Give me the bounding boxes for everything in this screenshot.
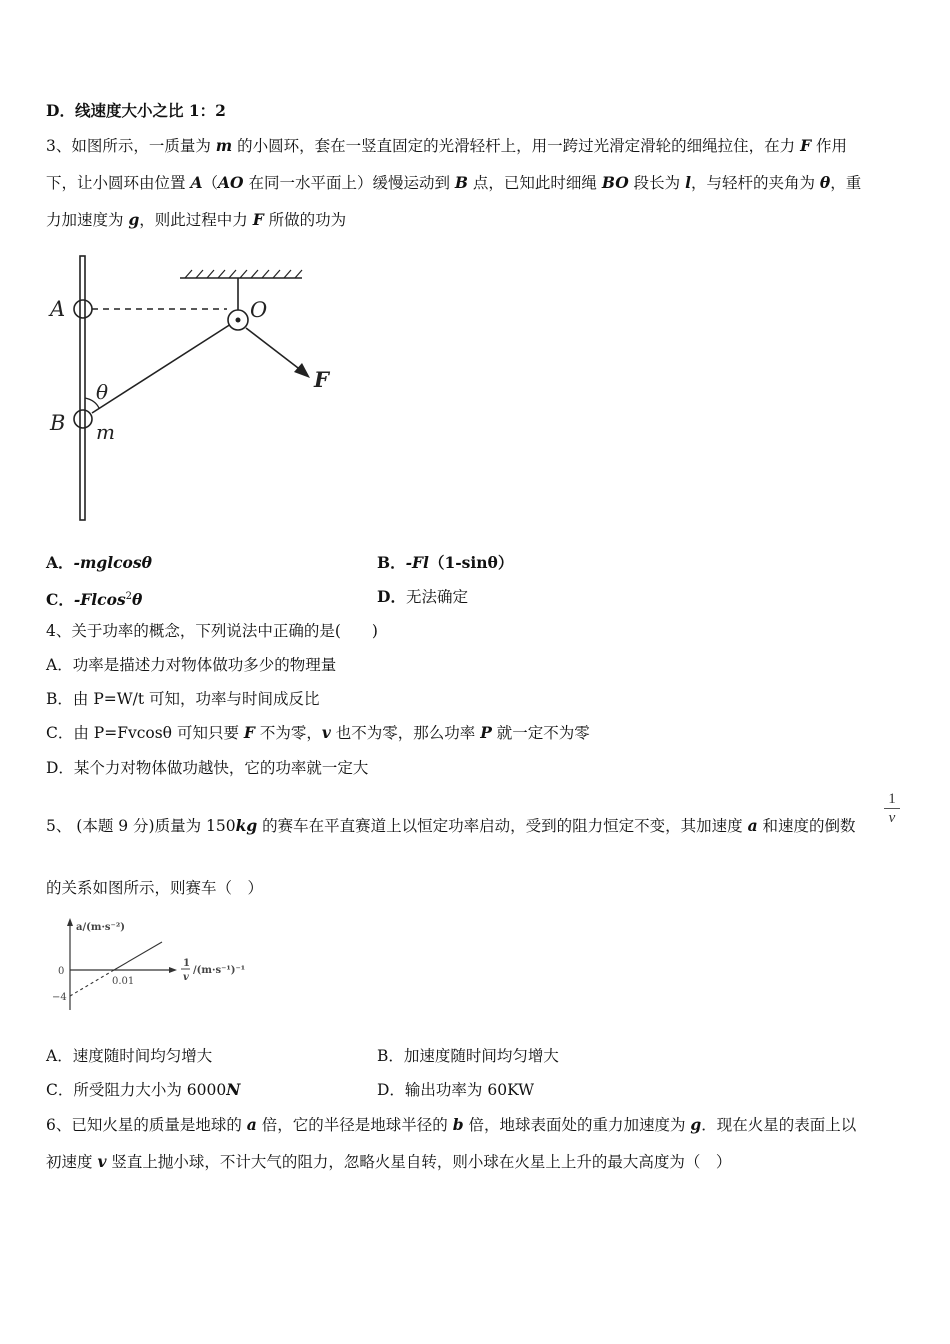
tick-neg-four: −4 [52, 992, 67, 1003]
tick-x-0.01: 0.01 [112, 976, 135, 987]
q6-stem-line-2: 初速度 v 竖直上抛小球，不计大气的阻力，忽略火星自转，则小球在火星上上升的最大高度为（ ） [46, 1152, 732, 1171]
q4-option-a: A．功率是描述力对物体做功多少的物理量 [46, 656, 337, 674]
x-axis-label-num: 1 [183, 958, 190, 969]
rope-OF [246, 328, 302, 371]
rope-BO [92, 324, 231, 413]
q5-stem-line-2: 的关系如图所示，则赛车（ ） [46, 879, 264, 897]
q4-option-b: B．由 P=W/t 可知，功率与时间成反比 [46, 690, 320, 708]
q5-option-d: D．输出功率为 60KW [377, 1081, 535, 1099]
q3-figure [40, 250, 350, 530]
label-theta: θ [96, 380, 109, 404]
reciprocal-v-fraction: $\frac{1}{v}$ [884, 790, 900, 827]
q5-stem-line-1: 5、 (本题 9 分)质量为 150kg 的赛车在平直赛道上以恒定功率启动，受到的阻力恒定不变，其加速度 a 和速度的倒数 [46, 816, 856, 835]
q5-option-a: A．速度随时间均匀增大 [46, 1047, 213, 1065]
q3-option-a: A．-mglcosθ [46, 553, 152, 572]
label-F: F [314, 367, 329, 392]
y-axis-label: a/(m·s⁻²) [76, 922, 125, 933]
q3-stem-line-2: 下，让小圆环由位置 A（AO 在同一水平面上）缓慢运动到 B 点，已知此时细绳 BO 段长为 l，与轻杆的夹角为 θ，重 [46, 173, 862, 192]
label-B: B [50, 411, 66, 435]
q3-stem-line-1: 3、如图所示，一质量为 m 的小圆环，套在一竖直固定的光滑轻杆上，用一跨过光滑定滑轮的细绳拉住，在力 F 作用 [46, 136, 848, 155]
x-axis-label-den: v [183, 972, 189, 983]
label-O: O [250, 298, 268, 322]
q4-option-d: D．某个力对物体做功越快，它的功率就一定大 [46, 759, 369, 777]
q4-option-c: C．由 P=Fvcosθ 可知只要 F 不为零，v 也不为零，那么功率 P 就一定不为零 [46, 723, 590, 742]
pulley-axle [236, 318, 241, 323]
q5-graph [46, 910, 276, 1020]
q4-stem: 4、关于功率的概念，下列说法中正确的是( ) [46, 622, 378, 640]
force-arrow-head [294, 363, 310, 378]
q5-option-c: C．所受阻力大小为 6000N [46, 1080, 241, 1099]
q3-option-b: B．-Fl（1-sinθ） [377, 553, 514, 572]
ceiling-hatch [185, 270, 302, 278]
data-line-solid [114, 942, 162, 970]
label-m: m [96, 420, 115, 444]
data-line-dashed [70, 970, 114, 996]
q3-option-c: C．-Flcos$^2$θ [46, 590, 143, 610]
q3-option-d: D．无法确定 [377, 587, 468, 606]
q5-option-b: B．加速度随时间均匀增大 [377, 1047, 559, 1065]
label-A: A [50, 297, 66, 321]
x-axis-label-unit: /(m·s⁻¹)⁻¹ [193, 965, 246, 976]
q3-stem-line-3: 力加速度为 g，则此过程中力 F 所做的功为 [46, 210, 347, 229]
y-axis-arrow [67, 918, 73, 926]
vertical-rod [80, 256, 85, 520]
x-axis-arrow [169, 967, 177, 973]
q6-stem-line-1: 6、已知火星的质量是地球的 a 倍，它的半径是地球半径的 b 倍，地球表面处的重力加速度为 g．现在火星的表面上以 [46, 1115, 857, 1134]
tick-zero: 0 [58, 966, 65, 977]
q2-option-d: D．线速度大小之比 1：2 [46, 101, 226, 120]
